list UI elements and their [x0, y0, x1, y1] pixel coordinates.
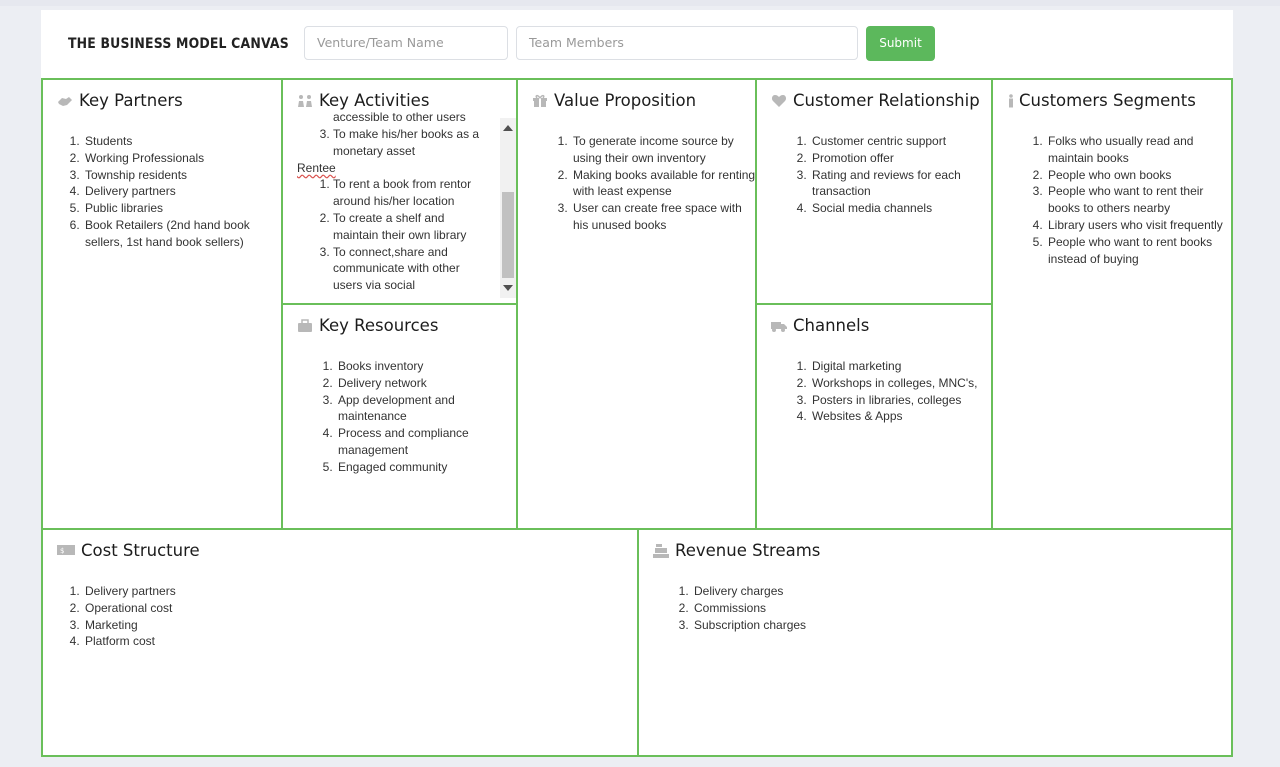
list-item: 3. Subscription charges [692, 617, 806, 634]
list-item: 1. Folks who usually read and maintain books [1046, 133, 1228, 167]
list-item: 5. Public libraries [83, 200, 281, 217]
heart-icon [771, 94, 787, 108]
list-item: 3. App development and maintenance [336, 392, 517, 426]
key-resources-section [281, 303, 519, 531]
scroll-up-arrow-icon[interactable] [503, 125, 513, 131]
value-proposition-section [516, 78, 758, 531]
scrollbar-thumb[interactable] [502, 192, 514, 278]
scrollbar[interactable] [500, 118, 516, 298]
list-item: 2. Working Professionals [83, 150, 281, 167]
cost-structure-title [57, 541, 200, 560]
list-item: 3. To connect,share and communicate with other users via social [333, 244, 492, 294]
people-activity-icon [297, 94, 313, 108]
list-item: 4. Delivery partners [83, 183, 281, 200]
list-item: 4. Library users who visit frequently [1046, 217, 1228, 234]
svg-text:$: $ [60, 546, 65, 555]
list-item: 1. Delivery partners [83, 583, 176, 600]
channels-label: Channels [793, 316, 870, 335]
revenue-streams-section [637, 528, 1233, 757]
list-item: 3. Township residents [83, 167, 281, 184]
page-title: THE BUSINESS MODEL CANVAS [68, 36, 289, 52]
key-activities-label: Key Activities [319, 91, 430, 110]
list-item: 2. To create a shelf and maintain their own library [333, 210, 492, 244]
list-item: 3. Rating and reviews for each transaction [810, 167, 994, 201]
revenue-streams-title [653, 541, 820, 560]
list-item: 2. Promotion offer [810, 150, 994, 167]
gift-icon [532, 94, 548, 108]
key-partners-label: Key Partners [79, 91, 183, 110]
list-item: 5. Engaged community [336, 459, 517, 476]
list-item: 2. Operational cost [83, 600, 176, 617]
list-item: 1. Digital marketing [810, 358, 977, 375]
key-activities-section [281, 78, 519, 306]
customer-relationship-list[interactable] [794, 133, 994, 217]
cost-structure-label: Cost Structure [81, 541, 200, 560]
channels-section [755, 303, 994, 531]
submit-button[interactable]: Submit [866, 26, 935, 61]
key-resources-label: Key Resources [319, 316, 439, 335]
channels-list[interactable] [794, 358, 977, 425]
list-item: 3. To make his/her books as a monetary asset [333, 126, 492, 160]
list-item: 3. User can create free space with his unused books [571, 200, 760, 234]
customer-segments-title [1007, 91, 1196, 110]
list-item: 4. Platform cost [83, 633, 176, 650]
list-item: 4. Social media channels [810, 200, 994, 217]
customer-segments-list[interactable] [1030, 133, 1228, 267]
list-item: 2. Making books available for renting with least expense [571, 167, 760, 201]
key-partners-section [41, 78, 283, 531]
partial-line: accessible to other users [333, 110, 466, 124]
list-item: 2. People who own books [1046, 167, 1228, 184]
customer-segments-section [991, 78, 1233, 531]
key-resources-title [297, 316, 438, 335]
list-item: 1. Students [83, 133, 281, 150]
cash-register-icon [653, 544, 669, 558]
customer-relationship-label: Customer Relationship [793, 91, 980, 110]
value-proposition-title [532, 91, 696, 110]
list-item: 3. Marketing [83, 617, 176, 634]
revenue-streams-list[interactable] [676, 583, 806, 633]
list-item: 5. People who want to rent books instead of buying [1046, 234, 1228, 268]
venture-name-input[interactable]: Venture/Team Name [304, 26, 508, 60]
customer-relationship-title [771, 91, 980, 110]
money-bill-icon [57, 544, 75, 558]
key-partners-list[interactable] [67, 133, 281, 251]
list-item: 2. Workshops in colleges, MNC's, [810, 375, 977, 392]
list-item: 1. Customer centric support [810, 133, 994, 150]
list-item: 3. Posters in libraries, colleges [810, 392, 977, 409]
list-item: 1. To generate income source by using their own inventory [571, 133, 760, 167]
customer-relationship-section [755, 78, 994, 306]
revenue-streams-label: Revenue Streams [675, 541, 821, 560]
cost-structure-list[interactable] [67, 583, 176, 650]
briefcase-icon [297, 319, 313, 333]
list-item: 3. People who want to rent their books to others nearby [1046, 183, 1228, 217]
list-item: 1. Books inventory [336, 358, 517, 375]
value-proposition-list[interactable] [555, 133, 760, 234]
channels-title [771, 316, 869, 335]
list-item: 1. To rent a book from rentor around his/her location [333, 176, 492, 210]
top-band [0, 0, 1280, 6]
cost-structure-section [41, 528, 640, 757]
rentee-label: Rentee [297, 160, 336, 175]
list-item: 4. Websites & Apps [810, 408, 977, 425]
value-proposition-label: Value Proposition [554, 91, 697, 110]
handshake-icon [57, 94, 73, 108]
header [41, 10, 1233, 78]
key-partners-title [57, 91, 183, 110]
list-item: 1. Delivery charges [692, 583, 806, 600]
list-item: 2. Commissions [692, 600, 806, 617]
customer-segments-label: Customers Segments [1019, 91, 1196, 110]
truck-icon [771, 319, 787, 333]
list-item: 2. Delivery network [336, 375, 517, 392]
list-item: 6. Book Retailers (2nd hand book sellers, 1st hand book sellers) [83, 217, 281, 251]
key-resources-list[interactable] [320, 358, 517, 476]
person-icon [1007, 94, 1015, 108]
list-item: 4. Process and compliance management [336, 425, 517, 459]
key-activities-textarea[interactable] [284, 110, 516, 298]
key-activities-content [297, 112, 492, 294]
key-activities-title [297, 91, 429, 110]
team-members-input[interactable]: Team Members [516, 26, 858, 60]
scroll-down-arrow-icon[interactable] [503, 285, 513, 291]
